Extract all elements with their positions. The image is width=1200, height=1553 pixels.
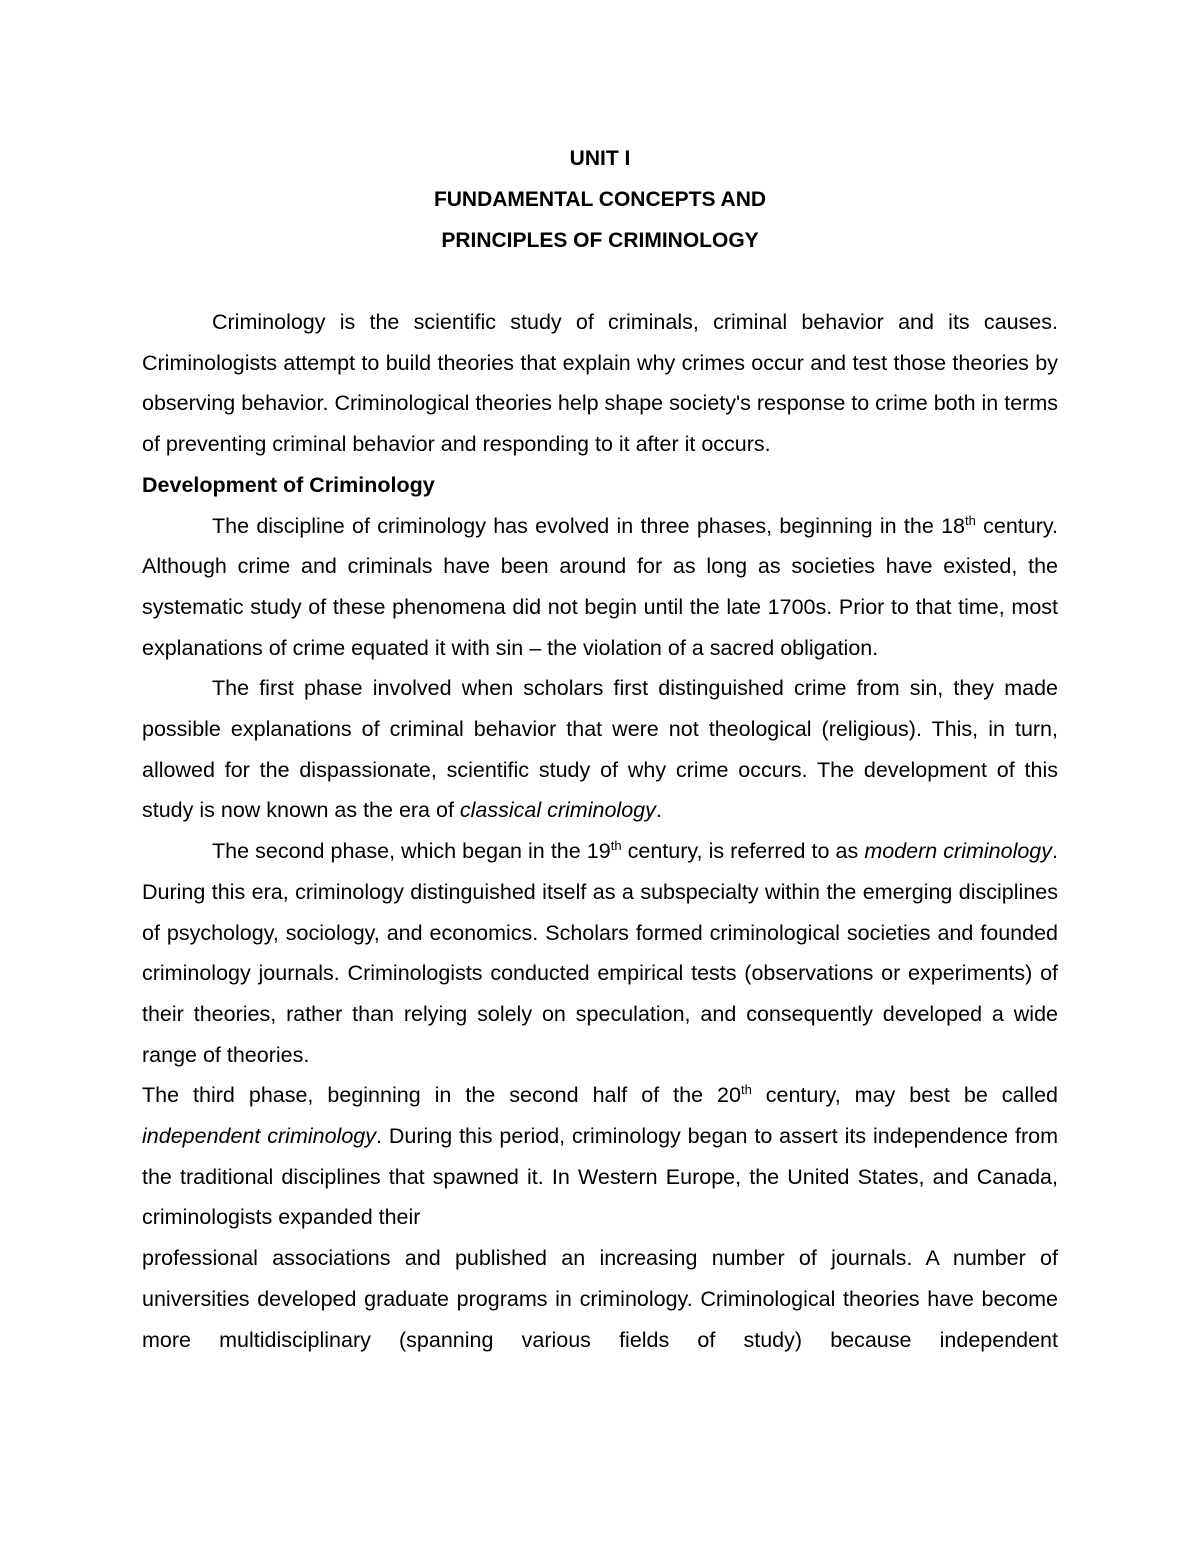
paragraph-text: century. Although crime and criminals have been around for as long as societies have existed, the systematic study of these phenomena did not begin until the late 1700s. Prior to that time, most explanations of crime equated it with sin – the violation of a sacred obligation. (142, 513, 1058, 660)
superscript: th (610, 837, 622, 853)
document-page (142, 138, 1058, 1360)
paragraph-second-phase (142, 831, 1058, 1075)
emphasis-text: modern criminology (864, 839, 1053, 864)
section-heading: Development of Criminology (142, 472, 435, 497)
paragraph-text: . During this era, criminology distinguished itself as a subspecialty within the emerging disciplines of psychology, sociology, and economics. Scholars formed criminological societies and founded criminology journals. Criminologists conducted empirical tests (observations or experiments) of their theories, rather than relying solely on speculation, and consequently developed a wide range of theories. (142, 839, 1058, 1067)
paragraph-text: century, may best be called (751, 1083, 1058, 1108)
paragraph-text: The discipline of criminology has evolved in three phases, beginning in the 18 (212, 513, 965, 538)
superscript: th (965, 512, 976, 528)
paragraph-continuation: professional associations and published an increasing number of journals. A number of universities developed graduate programs in criminology. Criminological theories have become more multidisciplinary (spanning various fields of study) because independent (142, 1246, 1058, 1352)
paragraph-third-phase (142, 1075, 1058, 1238)
paragraph-text: . During this period, criminology began to assert its independence from the traditional disciplines that spawned it. In Western Europe, the United States, and Canada, criminologists expanded their (142, 1124, 1058, 1230)
paragraph-text: The second phase, which began in the 19 (212, 839, 611, 864)
paragraph-text: The first phase involved when scholars first distinguished crime from sin, they made possible explanations of criminal behavior that were not theological (religious). This, in turn, allowed for the dispassionate, scientific study of why crime occurs. The development of this study is now known as the era of (142, 676, 1058, 823)
paragraph-text: The third phase, beginning in the second half of the 20 (142, 1083, 741, 1108)
unit-title-line-2: PRINCIPLES OF CRIMINOLOGY (441, 229, 759, 252)
paragraph-text: . (655, 798, 662, 823)
paragraph-phases-overview (142, 506, 1058, 669)
unit-title-line-1: FUNDAMENTAL CONCEPTS AND (433, 188, 767, 211)
emphasis-text: independent criminology (142, 1124, 376, 1149)
superscript: th (740, 1082, 752, 1098)
unit-heading (142, 138, 1058, 261)
emphasis-text: classical criminology (459, 798, 656, 823)
intro-paragraph: Criminology is the scientific study of criminals, criminal behavior and its causes. Criminologists attempt to build theories that explain why crimes occur and test those theories by observing behavior. Criminological theories help shape society's response to crime both in terms of preventing criminal behavior and responding to it after it occurs. (142, 310, 1058, 457)
paragraph-first-phase (142, 668, 1058, 831)
unit-label: UNIT I (569, 147, 631, 170)
paragraph-text: century, is referred to as (621, 839, 865, 864)
